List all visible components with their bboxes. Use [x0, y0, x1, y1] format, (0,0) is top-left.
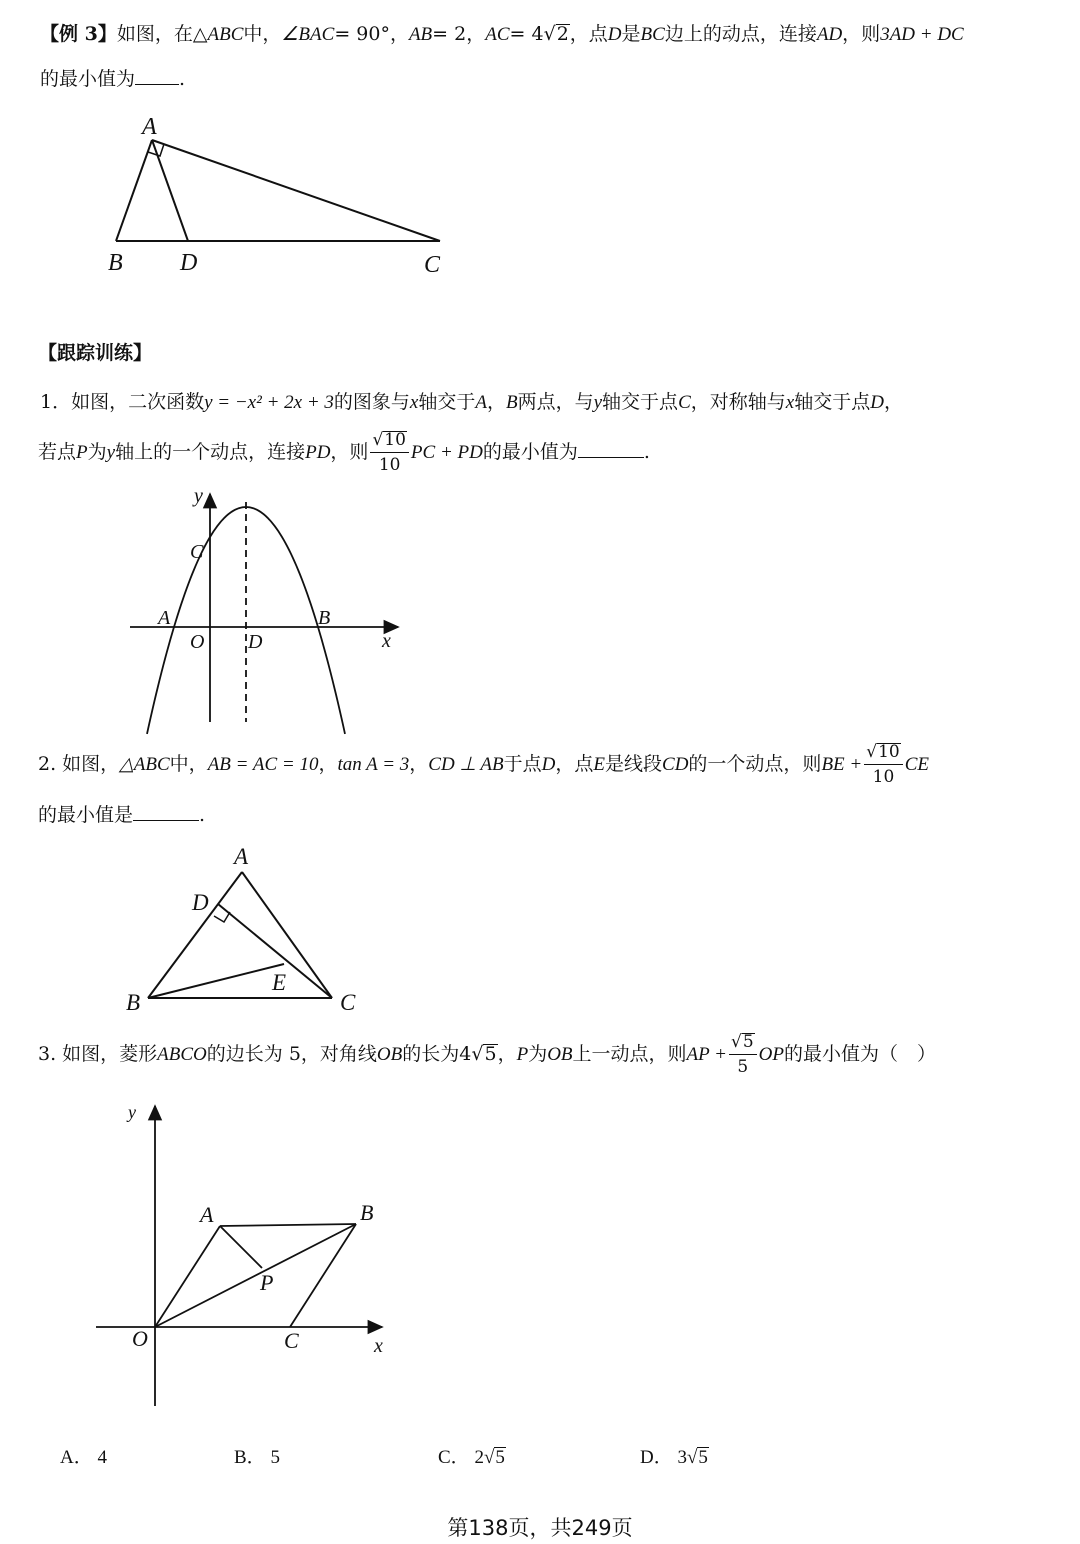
q2-fraction: $\frac{√10}{10}$	[864, 742, 902, 788]
section-title: 【跟踪训练】	[38, 342, 153, 364]
label-y: y	[128, 1102, 136, 1122]
q1-line2: 若点P为y轴上的一个动点，连接PD，则 $\frac{√10}{10}$ PC + PD的最小值为 .	[38, 430, 650, 476]
label-b: B	[360, 1200, 374, 1225]
q2-line2: 的最小值是 .	[38, 804, 206, 826]
option-c[interactable]: C． 2√5	[438, 1447, 505, 1468]
label-o: O	[132, 1326, 148, 1351]
label-a: A	[234, 844, 249, 869]
q1-figure	[120, 482, 420, 732]
label-a: A	[142, 114, 157, 140]
page-footer: 第138页，共249页	[447, 1516, 633, 1540]
label-b: B	[318, 607, 331, 629]
q3-figure	[90, 1096, 410, 1416]
example3-line2: 的最小值为 .	[40, 68, 186, 90]
q3-fraction: $\frac{√5}{5}$	[729, 1032, 757, 1078]
label-o: O	[190, 631, 205, 653]
label-x: x	[382, 630, 391, 652]
label-a: A	[158, 607, 171, 629]
label-c: C	[284, 1328, 299, 1353]
option-d[interactable]: D． 3√5	[640, 1447, 708, 1468]
q2-figure	[120, 840, 380, 1020]
example-tag: 【例 3】	[40, 23, 117, 45]
q1-fraction: $\frac{√10}{10}$	[370, 430, 408, 476]
label-d: D	[248, 631, 263, 653]
label-d: D	[180, 250, 198, 276]
option-a[interactable]: A． 4	[60, 1447, 107, 1468]
label-y: y	[194, 485, 203, 507]
option-b[interactable]: B． 5	[234, 1447, 280, 1468]
label-c: C	[424, 252, 441, 278]
q3-line1: 3. 如图，菱形ABCO的边长为 5，对角线OB的长为4√5，P为OB上一动点，则AP + $\frac{√5}{5}$ OP的最小值为（ ）	[38, 1032, 937, 1078]
example3-line1: 【例 3】如图，在△ABC中，∠BAC= 90°，AB= 2，AC= 4√2，点D是BC边上的动点，连接AD，则3AD + DC	[40, 23, 964, 45]
label-b: B	[126, 990, 141, 1015]
label-d: D	[192, 890, 209, 915]
q2-line1: 2. 如图，△ABC中，AB = AC = 10，tan A = 3，CD ⊥ AB于点D，点E是线段CD的一个动点，则BE + $\frac{√10}{10}$ CE	[38, 742, 929, 788]
label-p: P	[260, 1270, 274, 1295]
label-c: C	[190, 541, 204, 563]
label-e: E	[272, 970, 287, 995]
label-x: x	[374, 1335, 383, 1357]
label-b: B	[108, 250, 123, 276]
label-a: A	[200, 1202, 214, 1227]
q1-line1: 1．如图，二次函数y = −x² + 2x + 3的图象与x轴交于A，B两点，与y轴交于点C，对称轴与x轴交于点D，	[40, 391, 903, 413]
example3-figure	[100, 108, 460, 288]
label-c: C	[340, 990, 356, 1015]
